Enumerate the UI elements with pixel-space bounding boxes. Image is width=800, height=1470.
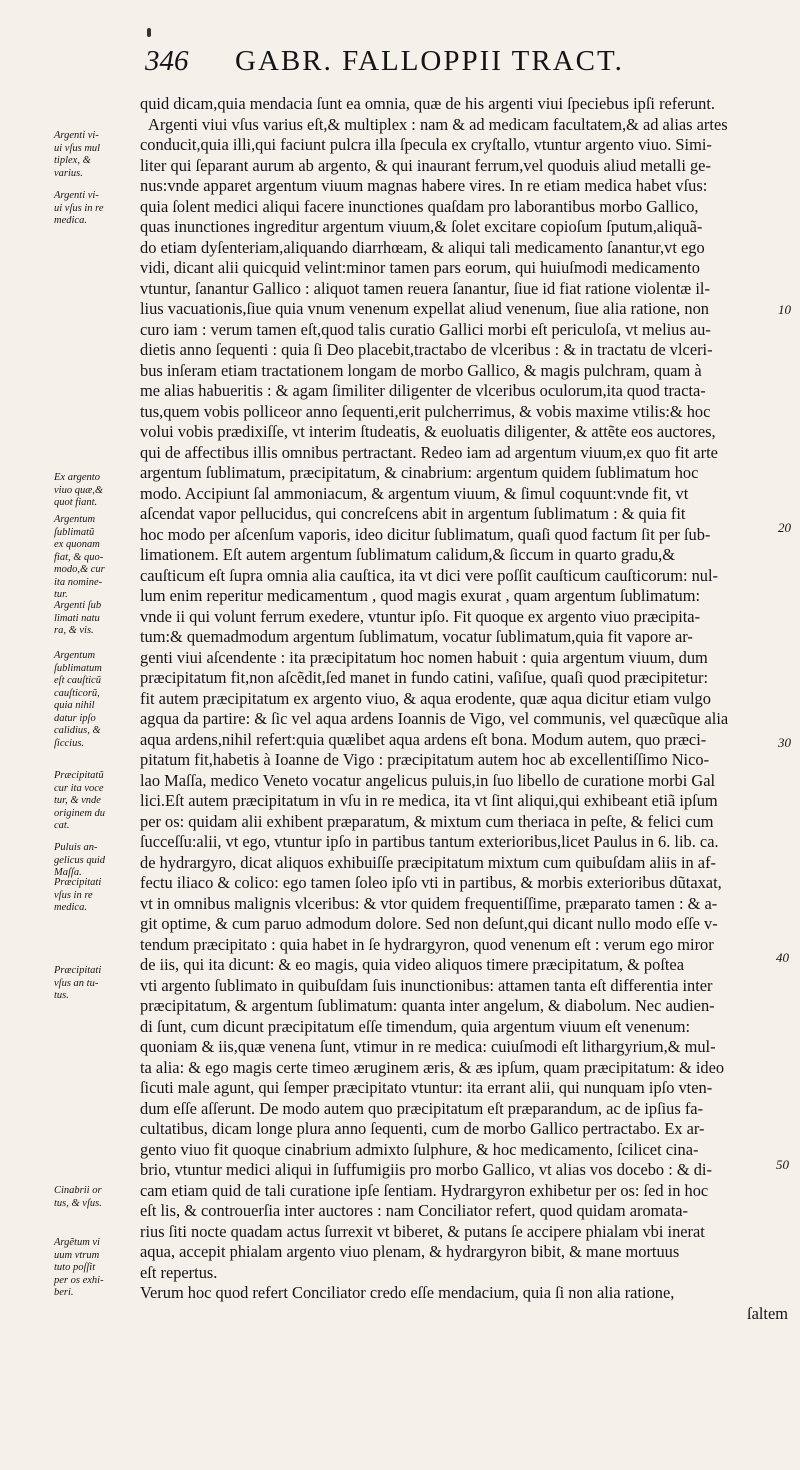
marginal-note-line: cur ita voce [54,782,104,794]
marginal-note [54,1185,140,1210]
text-line: do etiam dyſenteriam,aliquando diarrhœam, & aliqui tali medicamento ſanantur,vt ego [140,237,705,257]
marginal-note-line: quia nihil [54,700,95,711]
marginal-note [54,514,140,602]
text-line: liter qui ſeparant aurum ab argento, & qui inaurant ferrum,vel quoduis aliud metalli ge- [140,155,711,175]
marginal-note-line: cat. [54,820,70,831]
marginal-note-line: Argenti vi- [54,130,99,141]
marginal-note [54,965,140,1003]
page-header [145,45,795,89]
marginal-note-line: tus, & vſus. [54,1197,102,1209]
text-line: ſicuti male agunt, qui ſemper præcipitato vtuntur: ita errant alii, qui nunquam ipſo vten- [140,1078,713,1097]
marginal-note [54,842,140,880]
marginal-note-line: limati natu [54,612,100,624]
text-line: lius vacuationis,ſiue quia vnum venenum expellat aliud venenum, ſiue alia ratione, non [140,299,709,318]
marginal-note-line: Præcipitatũ [54,770,104,781]
marginal-note-line: tus. [54,990,69,1001]
text-line: aqua ardens,nihil refert:quia quælibet aqua ardens eſt bona. Modum autem, quo præci- [140,729,707,749]
text-line: qui de affectibus illis omnibus pertractant. Redeo iam ad argentum viuum,ex quo fit arte [140,442,718,462]
text-line: vt in omnibus malignis vlceribus: & vtor quidem frequentiſſime, præparato tamen : & a- [140,893,718,913]
text-line: git optime, & cum paruo admodum dolore. Sed non deſunt,qui dicant nullo modo eſſe v- [140,914,718,933]
marginal-note [54,190,140,228]
text-line: rius ſiti nocte quadam actus ſurrexit vt biberet, & putans ſe accipere phialam vbi inerat [140,1221,705,1241]
marginal-note [54,472,140,510]
text-line: ſucceſſu:alii, vt ego, vtuntur ipſo in partibus tantum exterioribus,licet Paulus in 6. lib. ca. [140,832,719,851]
marginal-note-line: Argentum [54,514,96,525]
line-number: 40 [776,950,789,965]
text-line: volui vobis prædixiſſe, vt interim ſtudeatis, & euoluatis diligenter, & attẽte eos auctores, [140,422,716,441]
text-line: genti viui aſcendente : ita præcipitatum hoc nomen habuit : quia argentum viuum, dum [140,647,708,667]
text-line: quoniam & iis,quæ venena ſunt, vtimur in re medica: cuiuſmodi eſt lithargyrium,& mul- [140,1037,716,1056]
marginal-note-line: ra, & vis. [54,625,94,636]
marginal-note-line: vſus in re [54,889,93,901]
text-line: præcipitatum, & argentum ſublimatum: quanta inter angelum, & diabolum. Nec audien- [140,996,715,1015]
line-number: 10 [778,302,791,317]
marginal-note-line: Argentum [54,650,96,661]
marginal-note-line: ita nomine- [54,576,103,588]
text-line: cultatibus, dicam longe plura anno ſequenti, cum de morbo Gallico pertractabo. Ex ar- [140,1119,705,1138]
text-line: de iis, qui ita dicunt: & eo magis, quia video aliquos timere præcipitatum, & poſtea [140,955,684,974]
marginal-note-line: eſt cauſticũ [54,675,101,686]
text-line: quia ſolent medici aliqui facere inunctiones quaſdam pro laborantibus morbo Gallico, [140,196,699,216]
marginal-note-line: tuto poſſit [54,1262,96,1273]
text-line: me alias habueritis : & agam ſimiliter diligenter de vlceribus oculorum,ita quod tracta- [140,381,706,400]
marginal-note-line: Cinabrii or [54,1185,102,1196]
text-line: fit autem præcipitatum ex argento viuo, & aqua erodente, quæ aqua dicitur etiam vulgo [140,688,711,708]
text-line: vtuntur, ſanantur Gallico : aliquot tamen reuera ſanantur, ſiue id fiat ratione violentæ il- [140,278,710,298]
main-text [140,94,792,1324]
marginal-note-line: Argenti vi- [54,190,99,201]
text-line: lici.Eſt autem præcipitatum in vſu in re medica, ita vt ſint aliqui,qui exhibeant etiã ipſum [140,791,718,810]
text-line: ſaltem [747,1303,788,1323]
text-line: nus:vnde apparet argentum viuum magnas habere vires. In re etiam medica habet vſus: [140,176,708,195]
text-line: brio, vtuntur medici aliqui in ſuffumigiis pro morbo Gallico, vt alias vos docebo : & di- [140,1160,712,1179]
text-line: de hydrargyro, dicat aliquos exhibuiſſe præcipitatum mixtum cum quibuſdam aliis in af- [140,852,716,872]
text-line: Verum hoc quod refert Conciliator credo eſſe mendacium, quia ſi non alia ratione, [140,1283,675,1302]
marginal-note-line: medica. [54,902,87,913]
text-line: gento viuo fit quoque cinabrium admixto ſulphure, & hoc medicamento, ſcilicet cina- [140,1139,699,1159]
marginal-note-line: medica. [54,215,87,226]
text-line: tus,quem vobis polliceor anno ſequenti,erit pulcherrimus, & vobis maxime vtilis:& hoc [140,401,711,421]
text-line: conducit,quia illi,qui faciunt pulcra illa ſpecula ex cryſtallo, vtuntur argento viuo. Simi- [140,135,712,154]
marginal-note-line: uum vtrum [54,1249,100,1261]
line-number: 30 [778,735,791,750]
text-line: agqua da partire: & ſic vel aqua ardens Ioannis de Vigo, vel communis, vel quæcũque alia [140,709,729,728]
text-line: ta alia: & ego magis certe timeo æruginem æris, & æs ipſum, quam præcipitatum: & ideo [140,1057,725,1077]
marginal-note-line: Argenti ſub [54,600,102,611]
marginal-note-line: Ex argento [54,472,100,483]
line-number: 20 [778,520,791,535]
marginal-note-line: Maſſa. [54,867,82,878]
text-line: præcipitatum fit,non aſcẽdit,ſed manet in fundo catini, vaſiſue, quaſi quod præcipitetur: [140,668,709,687]
text-line: aſcendat vapor pellucidus, qui concreſcens abit in argentum ſublimatum : & quia fit [140,504,686,523]
text-line: hoc modo per aſcenſum vaporis, ideo dicitur ſublimatum, quaſi quod factum ſit per ſub- [140,524,711,544]
text-line: aqua, accepit phialam argento viuo plenam, & hydrargyron bibit, & mane mortuus [140,1242,680,1261]
text-line: fectu iliaco & colico: ego tamen ſoleo ipſo vti in partibus, & morbis exterioribus dũtaxat, [140,873,722,892]
marginal-note-line: Argẽtum vi [54,1237,100,1248]
marginal-note-line: tur. [54,589,68,600]
text-line: modo. Accipiunt ſal ammoniacum, & argentum viuum, & ſimul coquunt:vnde fit, vt [140,483,689,503]
marginal-note-line: Puluis an- [54,842,98,853]
marginal-note-line: ſublimatũ [54,526,95,538]
text-line: pitatum fit,habetis à Ioanne de Vigo : præcipitatum autem hoc ab excellentiſſimo Nico- [140,750,710,769]
marginal-note-line: cauſticorũ, [54,687,100,699]
text-line: tum:& quemadmodum argentum ſublimatum, vocatur ſublimatum,quia fit vapore ar- [140,627,693,646]
text-line: quas inunctiones ingreditur argentum viuum,& ſolet excitare copioſum ſputum,aliquã- [140,217,703,236]
text-line: Argenti viui vſus varius eſt,& multiplex : nam & ad medicam facultatem,& ad alias artes [148,114,728,134]
text-line: di ſunt, cum dicunt præcipitatum eſſe timendum, quia argentum viuum eſt venenum: [140,1016,691,1036]
marginal-note-line: ſiccius. [54,737,85,749]
text-line: vnde ii qui volunt ferrum exedere, vtuntur ipſo. Fit quoque ex argento viuo præcipita- [140,606,701,626]
marginal-note-line: ex quonam [54,539,100,550]
marginal-note-line: quot fiant. [54,497,98,508]
marginal-note-line: fiat, & quo- [54,551,104,563]
marginal-note-line: ui vſus in re [54,202,104,214]
text-line: dietis anno ſequenti : quia ſi Deo placebit,tractabo de vlceribus : & in tractatu de vlceri- [140,340,713,359]
marginal-note-line: viuo quæ,& [54,484,103,496]
text-line: eſt repertus. [140,1262,218,1282]
running-head: GABR. FALLOPPII TRACT. [235,45,624,77]
marginal-note-line: per os exhi- [54,1274,104,1286]
marginal-note-line: Præcipitati [54,965,102,976]
marginal-note-line: varius. [54,167,83,179]
marginal-note-line: originem du [54,807,106,819]
marginal-note-line: tur, & vnde [54,795,101,806]
marginal-note [54,650,140,750]
marginal-note-line: tiplex, & [54,155,91,166]
marginal-note-line: Præcipitati [54,877,102,888]
text-line: cauſticum eſt ſupra omnia alia cauſtica, ita vt dici vere poſſit cauſticum cauſticorum: nul- [140,565,719,585]
marginal-note [54,600,140,638]
marginal-note-line: beri. [54,1287,74,1298]
text-line: curo iam : verum tamen eſt,quod talis curatio Gallici morbi eſt periculoſa, vt melius au- [140,319,711,339]
page-number: 346 [145,45,189,77]
marginal-note [54,877,140,915]
marginal-note [54,770,140,833]
marginal-note-line: datur ipſo [54,712,96,724]
marginal-note-line: ſublimatum [54,662,102,674]
ink-speck [147,28,151,37]
text-line: bus inſeram etiam tractationem longam de morbo Gallico, & magis pulchram, quam à [140,360,702,380]
line-number: 50 [776,1157,789,1172]
text-line: cam etiam quid de tali curatione ipſe ſentiam. Hydrargyron exhibetur per os: ſed in hoc [140,1180,709,1200]
text-line: limationem. Eſt autem argentum ſublimatum calidum,& ſiccum in quarto gradu,& [140,545,676,564]
marginal-note [54,130,140,180]
text-line: vidi, dicant alii quicquid velint:minor tamen pars eorum, qui huiuſmodi medicamento [140,258,700,277]
marginal-note-line: vſus an tu- [54,977,99,989]
marginal-note-line: calidius, & [54,725,101,736]
text-line: eſt lis, & controuerſia inter auctores : nam Conciliator refert, quod quidam aromata- [140,1201,688,1220]
text-line: dum eſſe aſſerunt. De modo autem quo præcipitatum eſt præparandum, ac de ipſius fa- [140,1098,704,1118]
text-line: tendum præcipitato : quia habet in ſe hydrargyron, quod venenum eſt : verum ego miror [140,934,714,954]
marginal-note-line: modo,& cur [54,564,105,575]
marginal-note-line: gelicus quid [54,854,106,866]
text-line: vti argento ſublimato in quibuſdam ſuis inunctionibus: attamen tanta eſt differentia inter [140,975,713,995]
text-line: quid dicam,quia mendacia ſunt ea omnia, quæ de his argenti viui ſpeciebus ipſi referunt. [140,94,716,113]
text-line: per os: quidam alii exhibent præparatum, & mixtum cum theriaca in peſte, & felici cum [140,811,714,831]
text-line: argentum ſublimatum, præcipitatum, & cinabrium: argentum quidem ſublimatum hoc [140,463,699,482]
text-line: lum enim reperitur medicamentum , quod magis exurat , quam argentum ſublimatum: [140,586,701,605]
marginal-note-line: ui vſus mul [54,142,101,154]
marginal-note [54,1237,140,1300]
text-line: lao Maſſa, medico Veneto vocatur angelicus puluis,in ſuo libello de curatione morbi Gal [140,770,716,790]
